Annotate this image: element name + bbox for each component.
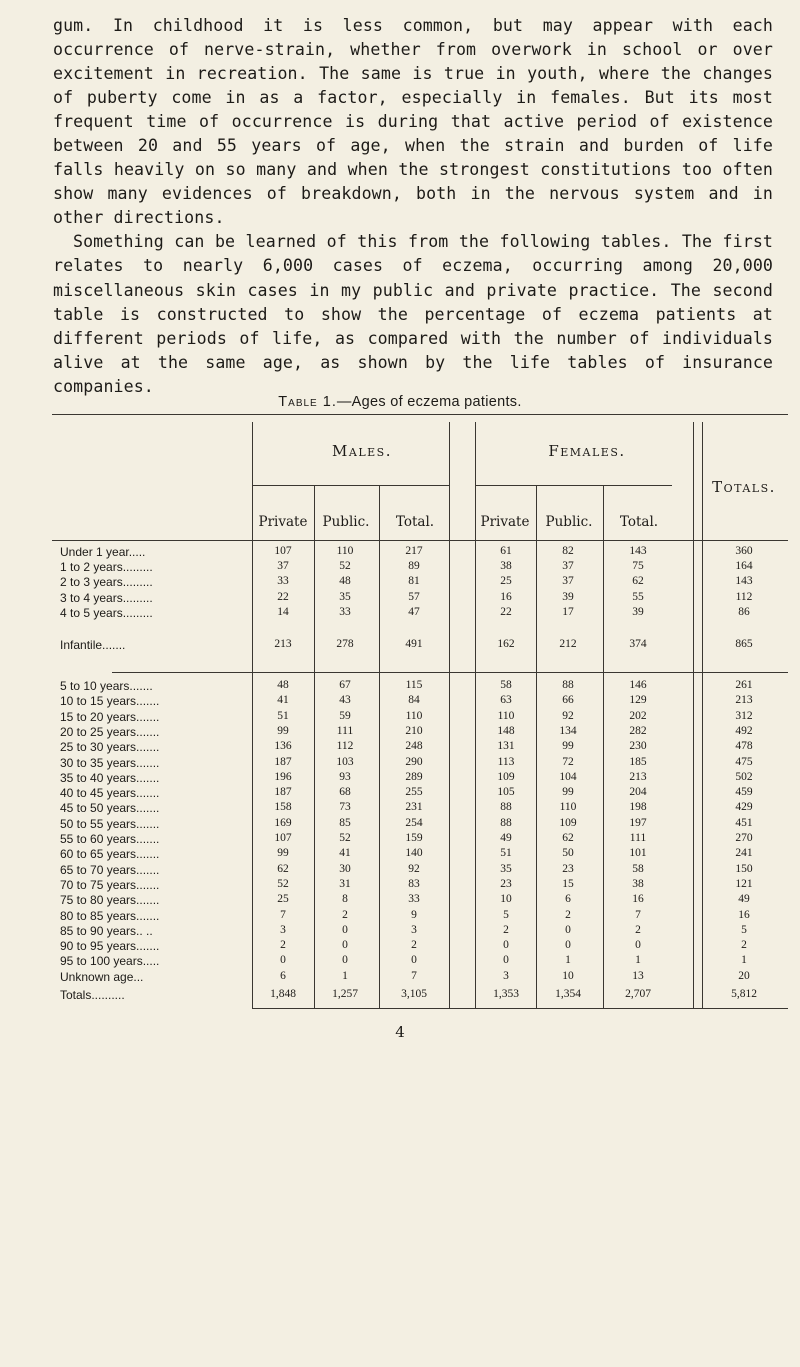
table-row-cell: 241: [735, 847, 753, 860]
table-row-totals-label: Totals..........: [60, 988, 125, 1002]
table-row-label: Under 1 year.....: [60, 545, 146, 559]
table-row-cell: 360: [735, 545, 753, 557]
table-row-cell: 169: [274, 816, 292, 829]
table-row-label: 45 to 50 years.......: [60, 801, 160, 816]
table-row-cell: 110: [405, 709, 423, 722]
table-row-cell: 23: [500, 877, 512, 890]
rule-header-bottom: [52, 540, 788, 541]
table-row-cell: 14: [277, 605, 289, 618]
table-row-totals-cell: 3,105: [401, 988, 427, 1000]
table-row-label: 35 to 40 years.......: [60, 770, 160, 785]
rule-top: [52, 414, 788, 415]
table-row-label: 50 to 55 years.......: [60, 816, 160, 831]
table-row-cell: 213: [735, 694, 753, 707]
table-row-cell: 187: [274, 786, 292, 799]
table-row-cell: 1: [635, 954, 641, 967]
table-row-cell: 136: [274, 740, 292, 753]
table-row-cell: 68: [339, 786, 351, 799]
table-row-cell: 164: [735, 560, 753, 573]
table-row-cell: 62: [277, 862, 289, 875]
table-row-cell: 107: [274, 545, 292, 557]
table-row-infantile-cell: 374: [629, 638, 647, 650]
table-row-cell: 146: [629, 679, 647, 691]
table-row-cell: 35: [500, 862, 512, 875]
table-row-cell: 111: [336, 724, 354, 737]
table-row-cell: 33: [408, 893, 420, 906]
table-row-cell: 502: [735, 770, 753, 783]
paragraph-2: Something can be learned of this from the following tables. The first relates to nearly 6,000 cases of eczema, occurring among 20,000 miscellaneous skin cases in my public and private practice. The second table is constructed to show the percentage of eczema patients at different periods of life, as compared with the number of individuals alive at the same age, as shown by the life tables of insurance companies.: [53, 232, 773, 396]
table-row-cell: 2: [411, 939, 417, 952]
table-row-label: 90 to 95 years.......: [60, 939, 160, 954]
table-row-cell: 143: [735, 575, 753, 588]
table-row-totals-cell: 1,354: [555, 988, 581, 1000]
table-row-cell: 31: [339, 877, 351, 890]
table-row-totals-cell: 5,812: [731, 988, 757, 1000]
table-title: —Ages of eczema patients.: [336, 394, 522, 410]
table-row-cell: 84: [408, 694, 420, 707]
table-row-cell: 85: [339, 816, 351, 829]
table-row-cell: 35: [339, 590, 351, 603]
table-row-cell: 1: [565, 954, 571, 967]
table-row-cell: 254: [405, 816, 423, 829]
header-males-total: Total.: [395, 514, 435, 530]
table-row-cell: 39: [632, 605, 644, 618]
table-row-cell: 2: [280, 939, 286, 952]
table-row-infantile-cell: 278: [336, 638, 354, 650]
table-row-cell: 261: [735, 679, 753, 691]
table-row-cell: 0: [503, 939, 509, 952]
table-row-cell: 2: [342, 908, 348, 921]
table-row-cell: 475: [735, 755, 753, 768]
table-row-cell: 50: [562, 847, 574, 860]
table-row-cell: 429: [735, 801, 753, 814]
table-row-cell: 0: [342, 939, 348, 952]
table-row-cell: 41: [339, 847, 351, 860]
table-row-cell: 198: [629, 801, 647, 814]
table-row-cell: 20: [738, 969, 750, 982]
table-row-cell: 48: [277, 679, 289, 691]
table-row-cell: 109: [497, 770, 515, 783]
table-row-cell: 143: [629, 545, 647, 557]
header-females-private: Private: [480, 514, 530, 530]
table-row-cell: 110: [336, 545, 354, 557]
rule-v3: [379, 486, 380, 1008]
table-row-cell: 81: [408, 575, 420, 588]
table-row-cell: 10: [500, 893, 512, 906]
table-row-cell: 131: [497, 740, 515, 753]
table-row-cell: 121: [735, 877, 753, 890]
table-row-cell: 0: [342, 923, 348, 936]
table-row-cell: 67: [339, 679, 351, 691]
table-row-cell: 99: [277, 847, 289, 860]
table-row-cell: 51: [500, 847, 512, 860]
table-row-cell: 478: [735, 740, 753, 753]
table-row-label: 1 to 2 years.........: [60, 560, 153, 575]
table-row-cell: 140: [405, 847, 423, 860]
table-row-cell: 2: [565, 908, 571, 921]
table-row-cell: 43: [339, 694, 351, 707]
table-row-cell: 48: [339, 575, 351, 588]
table-row-cell: 16: [500, 590, 512, 603]
table-row-label: 5 to 10 years.......: [60, 679, 153, 693]
table-row-cell: 202: [629, 709, 647, 722]
table-row-cell: 1: [342, 969, 348, 982]
table-row-cell: 112: [735, 590, 753, 603]
table-row-cell: 63: [500, 694, 512, 707]
table-row-infantile-label: Infantile.......: [60, 638, 126, 652]
rule-infantile-bottom: [112, 672, 788, 673]
table-row-cell: 101: [629, 847, 647, 860]
table-row-cell: 61: [500, 545, 512, 557]
table-row-cell: 5: [741, 923, 747, 936]
table-row-cell: 0: [565, 923, 571, 936]
table-row-cell: 92: [408, 862, 420, 875]
table-row-label: 80 to 85 years.......: [60, 908, 160, 923]
table-row-cell: 51: [277, 709, 289, 722]
table-row-cell: 312: [735, 709, 753, 722]
table-row-cell: 270: [735, 832, 753, 844]
paragraph-1: gum. In childhood it is less common, but may appear with each occurrence of nerve-strain, whether from overwork in school or over excitement in recreation. The same is true in youth, where the changes of puberty come in as a factor, especially in females. But its most frequent time of occurrence is during that active period of existence between 20 and 55 years of age, when the strain and burden of life falls heavily on so many and when the strongest constitutions too often show many evidences of breakdown, both in the nervous system and in other directions.: [53, 16, 773, 228]
table-row-cell: 210: [405, 724, 423, 737]
table-row-cell: 38: [632, 877, 644, 890]
table-row-cell: 0: [411, 954, 417, 967]
table-row-cell: 99: [562, 740, 574, 753]
table-row-label: 15 to 20 years.......: [60, 709, 160, 724]
table-row-cell: 110: [559, 801, 577, 814]
table-row-cell: 25: [277, 893, 289, 906]
table-row-cell: 7: [280, 908, 286, 921]
table-row-label: 30 to 35 years.......: [60, 755, 160, 770]
table-row-cell: 6: [280, 969, 286, 982]
table-row-cell: 159: [405, 832, 423, 844]
table-row-cell: 492: [735, 724, 753, 737]
table-row-cell: 230: [629, 740, 647, 753]
table-row-cell: 255: [405, 786, 423, 799]
table-row-totals-cell: 1,353: [493, 988, 519, 1000]
table-row-cell: 99: [277, 724, 289, 737]
table-row-cell: 111: [629, 832, 647, 844]
table-row-cell: 7: [411, 969, 417, 982]
table-row-cell: 109: [559, 816, 577, 829]
table-row-cell: 47: [408, 605, 420, 618]
table-row-cell: 2: [503, 923, 509, 936]
table-row-cell: 134: [559, 724, 577, 737]
table-row-label: 4 to 5 years.........: [60, 605, 153, 620]
table-row-cell: 38: [500, 560, 512, 573]
table-row-cell: 110: [497, 709, 515, 722]
table-row-label: 70 to 75 years.......: [60, 877, 160, 892]
table-row-cell: 52: [339, 832, 351, 844]
rule-v4: [449, 422, 450, 1008]
table-row-cell: 5: [503, 908, 509, 921]
table-row-label: Unknown age...: [60, 969, 144, 984]
table-row-cell: 158: [274, 801, 292, 814]
table-row-cell: 83: [408, 877, 420, 890]
table-row-cell: 25: [500, 575, 512, 588]
rule-females-under: [475, 485, 672, 486]
table-row-cell: 88: [500, 816, 512, 829]
body-text: [53, 14, 773, 399]
table-row-label: 65 to 70 years.......: [60, 862, 160, 877]
table-row-cell: 37: [277, 560, 289, 573]
table-row-cell: 59: [339, 709, 351, 722]
table-row-infantile-cell: 212: [559, 638, 577, 650]
table-row-label: 20 to 25 years.......: [60, 724, 160, 739]
table-row-cell: 2: [635, 923, 641, 936]
table-row-cell: 185: [629, 755, 647, 768]
table-row-cell: 22: [277, 590, 289, 603]
table-row-cell: 3: [411, 923, 417, 936]
table-row-infantile-cell: 865: [735, 638, 753, 650]
rule-males-under: [252, 485, 449, 486]
table-row-cell: 82: [562, 545, 574, 557]
table-row-cell: 148: [497, 724, 515, 737]
table-row-cell: 8: [342, 893, 348, 906]
table-row-cell: 99: [562, 786, 574, 799]
table-row-cell: 115: [405, 679, 423, 691]
table-row-label: 10 to 15 years.......: [60, 694, 160, 709]
table-row-cell: 0: [635, 939, 641, 952]
table-row-cell: 49: [738, 893, 750, 906]
table-row-cell: 7: [635, 908, 641, 921]
table-row-cell: 30: [339, 862, 351, 875]
table-row-totals-cell: 1,848: [270, 988, 296, 1000]
table-row-cell: 3: [280, 923, 286, 936]
header-males: Males.: [332, 442, 392, 460]
table-row-cell: 231: [405, 801, 423, 814]
table-row-cell: 39: [562, 590, 574, 603]
table-row-cell: 15: [562, 877, 574, 890]
table-row-cell: 58: [500, 679, 512, 691]
header-females-public: Public.: [545, 514, 593, 530]
table-row-cell: 107: [274, 832, 292, 844]
table-row-label: 60 to 65 years.......: [60, 847, 160, 862]
table-row-cell: 93: [339, 770, 351, 783]
table-row-cell: 23: [562, 862, 574, 875]
table-row-label: 75 to 80 years.......: [60, 893, 160, 908]
rule-v7: [603, 486, 604, 1008]
table-row-cell: 0: [280, 954, 286, 967]
table-row-cell: 112: [336, 740, 354, 753]
table-row-cell: 88: [500, 801, 512, 814]
rule-v6: [536, 486, 537, 1008]
table-row-cell: 248: [405, 740, 423, 753]
table-row-cell: 196: [274, 770, 292, 783]
table-row-cell: 150: [735, 862, 753, 875]
table-row-cell: 104: [559, 770, 577, 783]
table-row-cell: 62: [632, 575, 644, 588]
table-row-cell: 103: [336, 755, 354, 768]
table-row-cell: 41: [277, 694, 289, 707]
table-row-cell: 13: [632, 969, 644, 982]
table-row-cell: 217: [405, 545, 423, 557]
table-row-cell: 459: [735, 786, 753, 799]
table-row-cell: 10: [562, 969, 574, 982]
table-label: Table 1.: [278, 394, 337, 410]
table-row-cell: 16: [632, 893, 644, 906]
page-number: 4: [395, 1023, 405, 1041]
header-females: Females.: [548, 442, 626, 460]
table-row-infantile-cell: 162: [497, 638, 515, 650]
table-row-infantile-cell: 491: [405, 638, 423, 650]
table-row-cell: 17: [562, 605, 574, 618]
table-row-label: 95 to 100 years.....: [60, 954, 160, 969]
table-row-cell: 49: [500, 832, 512, 844]
table-row-cell: 22: [500, 605, 512, 618]
table-row-cell: 289: [405, 770, 423, 783]
table-row-cell: 88: [562, 679, 574, 691]
table-row-cell: 282: [629, 724, 647, 737]
header-males-public: Public.: [322, 514, 370, 530]
table-row-cell: 187: [274, 755, 292, 768]
table-row-cell: 75: [632, 560, 644, 573]
table-row-cell: 62: [562, 832, 574, 844]
rule-v9: [702, 422, 703, 1008]
table-row-label: 25 to 30 years.......: [60, 740, 160, 755]
table-row-label: 40 to 45 years.......: [60, 786, 160, 801]
table-row-cell: 0: [342, 954, 348, 967]
table-row-cell: 37: [562, 560, 574, 573]
table-row-cell: 204: [629, 786, 647, 799]
table-row-totals-cell: 2,707: [625, 988, 651, 1000]
table-row-cell: 66: [562, 694, 574, 707]
table-row-cell: 57: [408, 590, 420, 603]
table-row-cell: 52: [277, 877, 289, 890]
table-row-cell: 290: [405, 755, 423, 768]
table-row-cell: 197: [629, 816, 647, 829]
table-row-cell: 52: [339, 560, 351, 573]
table-row-cell: 16: [738, 908, 750, 921]
eczema-age-table: [52, 414, 788, 1009]
table-row-cell: 33: [277, 575, 289, 588]
header-totals: Totals.: [712, 478, 776, 496]
table-row-cell: 55: [632, 590, 644, 603]
table-row-cell: 2: [741, 939, 747, 952]
table-row-totals-cell: 1,257: [332, 988, 358, 1000]
table-row-cell: 213: [629, 770, 647, 783]
table-row-cell: 58: [632, 862, 644, 875]
table-row-label: 2 to 3 years.........: [60, 575, 153, 590]
table-row-cell: 92: [562, 709, 574, 722]
table-row-cell: 113: [497, 755, 515, 768]
table-row-cell: 105: [497, 786, 515, 799]
table-caption: [0, 394, 800, 410]
table-row-cell: 451: [735, 816, 753, 829]
rule-v8: [693, 422, 694, 1008]
table-row-cell: 73: [339, 801, 351, 814]
table-row-cell: 89: [408, 560, 420, 573]
table-row-cell: 72: [562, 755, 574, 768]
table-row-cell: 1: [741, 954, 747, 967]
table-row-cell: 0: [503, 954, 509, 967]
table-row-cell: 129: [629, 694, 647, 707]
table-row-label: 85 to 90 years.. ..: [60, 923, 153, 938]
header-males-private: Private: [258, 514, 308, 530]
table-row-label: 3 to 4 years.........: [60, 590, 153, 605]
header-females-total: Total.: [619, 514, 659, 530]
table-row-infantile-cell: 213: [274, 638, 292, 650]
table-row-cell: 86: [738, 605, 750, 618]
rule-bottom: [252, 1008, 788, 1009]
table-row-cell: 6: [565, 893, 571, 906]
table-row-cell: 37: [562, 575, 574, 588]
table-row-cell: 33: [339, 605, 351, 618]
table-row-cell: 9: [411, 908, 417, 921]
table-row-label: 55 to 60 years.......: [60, 832, 160, 846]
table-row-cell: 0: [565, 939, 571, 952]
table-row-cell: 3: [503, 969, 509, 982]
